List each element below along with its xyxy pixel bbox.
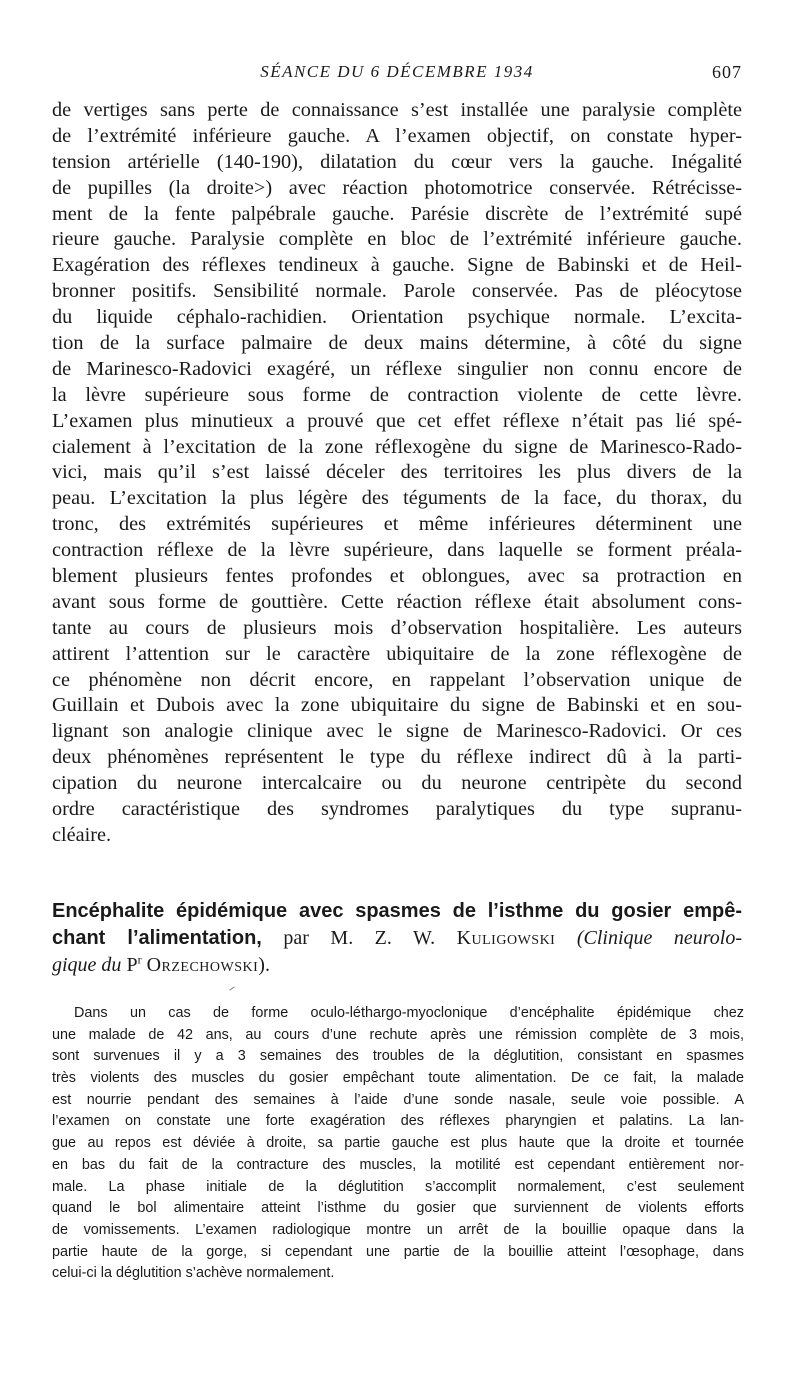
heading-line xyxy=(52,898,742,925)
text-line: male. La phase initiale de la déglutition s’accomplit normalement, c’est seulement xyxy=(52,1178,744,1195)
text-line: blement plusieurs fentes profondes et oblongues, avec sa protraction en xyxy=(52,565,742,588)
text-line: L’examen plus minutieux a prouvé que cet effet réflexe n’était pas lié spé- xyxy=(52,409,742,432)
text-line: de pupilles (la droite>) avec réaction photomotrice conservée. Rétrécisse- xyxy=(52,176,742,199)
article-heading xyxy=(52,898,742,979)
text-line: cialement à l’excitation de la zone réflexogène du signe de Marinesco-Rado- xyxy=(52,435,742,458)
professor-title xyxy=(126,954,141,976)
text-line: gue au repos est déviée à droite, sa partie gauche est plus haute que la droite et tournée xyxy=(52,1135,744,1152)
text-line: en bas du fait de la contracture des muscles, la motilité est cependant entièrement nor- xyxy=(52,1156,744,1173)
text-line: vici, mais qu’il s’est laissé déceler des territoires les plus divers de la xyxy=(52,461,742,484)
heading-line xyxy=(52,952,742,979)
text-line: ordre caractéristique des syndromes paralytiques du type supranu- xyxy=(52,798,742,821)
text-line: cléaire. xyxy=(52,823,112,846)
text-line: attirent l’attention sur le caractère ubiquitaire de la zone réflexogène de xyxy=(52,642,742,665)
text-line: ce phénomène non décrit encore, en rappelant l’observation unique de xyxy=(52,668,742,691)
article-title-part: Encéphalite épidémique avec spasmes de l’isthme du gosier empê- xyxy=(52,900,742,922)
text-line: Exagération des réflexes tendineux à gauche. Signe de Babinski et de Heil- xyxy=(52,254,742,277)
author-initials: M. Z. W. xyxy=(330,927,436,949)
text-line: Guillain et Dubois avec la zone ubiquitaire du signe de Babinski et en sou- xyxy=(52,694,742,717)
running-head: SÉANCE DU 6 DÉCEMBRE 1934 xyxy=(260,62,534,81)
text-line: peau. L’excitation la plus légère des téguments de la face, du thorax, du xyxy=(52,487,742,510)
professor-name: Orzechowski xyxy=(146,954,259,976)
text-line: celui-ci la déglutition s’achève normalement. xyxy=(52,1265,335,1282)
text-line: avant sous forme de gouttière. Cette réaction réflexe était absolument cons- xyxy=(52,590,742,613)
heading-line xyxy=(52,925,742,952)
text-line: Dans un cas de forme oculo-léthargo-myoclonique d’encéphalite épidémique chez xyxy=(74,1005,744,1021)
text-line: de vertiges sans perte de connaissance s’est installée une paralysie complète xyxy=(52,99,742,121)
text-line: ment de la fente palpébrale gauche. Parésie discrète de l’extrémité supé xyxy=(52,202,742,225)
text-line: est nourrie pendant des semaines à l’aide d’une sonde nasale, seule voie possible. A xyxy=(52,1091,744,1108)
text-line: de vomissements. L’examen radiologique montre un arrêt de la bouillie opaque dans la xyxy=(52,1221,744,1238)
text-line: du liquide céphalo-rachidien. Orientation psychique normale. L’excita- xyxy=(52,306,742,329)
page-header xyxy=(52,62,742,86)
text-line: tion de la surface palmaire de deux mains détermine, à côté du signe xyxy=(52,332,742,355)
article-title-part: chant l’alimentation, xyxy=(52,927,262,949)
text-line: bronner positifs. Sensibilité normale. Parole conservée. Pas de pléocytose xyxy=(52,280,742,303)
professor-abbr: P xyxy=(126,954,138,976)
text-line: cipation du neurone intercalcaire ou du neurone centripète du second xyxy=(52,772,742,795)
text-line: une malade de 42 ans, au cours d’une rechute après une rémission complète de 3 mois, xyxy=(52,1026,744,1043)
print-mark xyxy=(229,986,234,990)
text-line: contraction réflexe de la lèvre supérieure, dans laquelle se forment préala- xyxy=(52,539,742,562)
author-surname: Kuligowski xyxy=(456,927,556,949)
affiliation-close: ). xyxy=(258,954,270,976)
byline-word: par xyxy=(283,927,309,949)
continued-paragraph xyxy=(52,98,742,849)
text-line: tension artérielle (140-190), dilatation du cœur vers la gauche. Inégalité xyxy=(52,150,742,173)
text-line: rieure gauche. Paralysie complète en bloc de l’extrémité inférieure gauche. xyxy=(52,228,742,251)
text-line: quand le bol alimentaire atteint l’isthme du gosier que surviennent de violents efforts xyxy=(52,1200,744,1217)
text-line: de l’extrémité inférieure gauche. A l’examen objectif, on constate hyper- xyxy=(52,124,742,147)
text-line: tante au cours de plusieurs mois d’observation hospitalière. Les auteurs xyxy=(52,616,742,639)
text-line: partie haute de la gorge, si cependant une partie de la bouillie atteint l’œsophage, dans xyxy=(52,1243,744,1260)
affiliation-continued: gique du xyxy=(52,954,122,976)
text-line: très violents des muscles du gosier empêchant toute alimentation. De ce fait, la malade xyxy=(52,1070,744,1087)
text-line: lignant son analogie clinique avec le signe de Marinesco-Radovici. Or ces xyxy=(52,720,742,743)
text-line: la lèvre supérieure sous forme de contraction violente de cette lèvre. xyxy=(52,383,742,406)
text-line: de Marinesco-Radovici exagéré, un réflexe singulier non connu encore de xyxy=(52,357,742,380)
text-line: deux phénomènes représentent le type du réflexe indirect dû à la parti- xyxy=(52,746,742,769)
text-line: sont survenues il y a 3 semaines des troubles de la déglutition, consistant en spasmes xyxy=(52,1048,744,1065)
page-number: 607 xyxy=(712,62,742,82)
affiliation: (Clinique neurolo- xyxy=(576,927,743,949)
text-line: tronc, des extrémités supérieures et même inférieures déterminent une xyxy=(52,513,742,536)
abstract-paragraph xyxy=(52,1003,744,1285)
text-line: l’examen on constate une forte exagération des réflexes pharyngien et palatins. La lan- xyxy=(52,1113,744,1130)
professor-sup: r xyxy=(137,952,142,967)
